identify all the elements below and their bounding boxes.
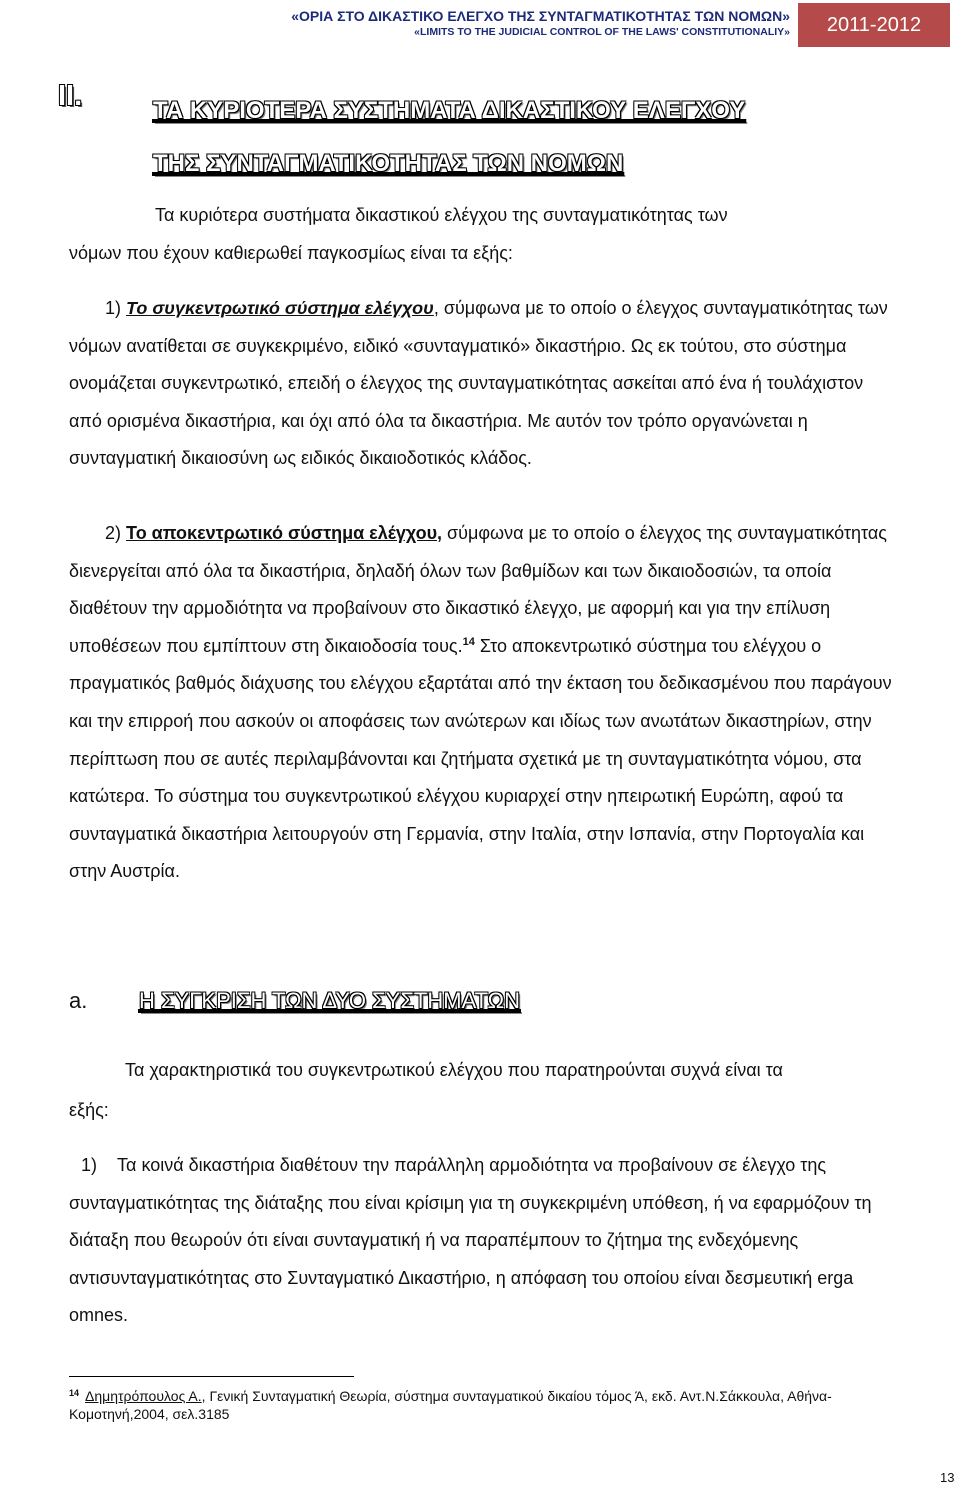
sub-intro-line2: εξής:: [69, 1099, 109, 1120]
footnote-text: , Γενική Συνταγματική Θεωρία, σύστημα συνταγματικού δικαίου τόμος Ά, εκδ. Αντ.Ν.Σάκκουλα, Αθήνα-Κομοτηνή,2004, σελ.3185: [69, 1388, 832, 1422]
section-title: [153, 84, 913, 190]
page-number: 13: [940, 1470, 955, 1485]
sub-item1-text: Τα κοινά δικαστήρια διαθέτουν την παράλληλη αρμοδιότητα να προβαίνουν σε έλεγχο της συνταγματικότητας της διάταξης που είναι κρίσιμη για τη συγκεκριμένη υπόθεση, ή να εφαρμόζουν τη διάταξη που θεωρούν ότι είναι συνταγματική ή να παραπέμπουν το ζήτημα της ενδεχόμενης αντισυνταγματικότητας στο Συνταγματικό Δικαστήριο, η απόφαση του οποίου είναι δεσμευτική erga omnes.: [69, 1155, 872, 1326]
footnote-ref-14[interactable]: 14: [462, 635, 475, 648]
header-title-greek: «ΟΡΙΑ ΣΤΟ ΔΙΚΑΣΤΙΚΟ ΕΛΕΓΧΟ ΤΗΣ ΣΥΝΤΑΓΜΑΤΙΚΟΤΗΤΑΣ ΤΩΝ ΝΟΜΩΝ»: [291, 8, 790, 24]
item2-paragraph: [69, 515, 899, 891]
item2-text-before: σύμφωνα με το οποίο ο έλεγχος της συνταγματικότητας διενεργείται από όλα τα δικαστήρια, δηλαδή όλων των βαθμίδων και των δικαιοδοσιών, τα οποία διαθέτουν την αρμοδιότητα να προβαίνουν στο δικαστικό έλεγχο, με αφορμή και για την επίλυση υποθέσεων που εμπίπτουν στη δικαιοδοσία τους.: [69, 523, 887, 656]
item1-term: Το συγκεντρωτικό σύστημα ελέγχου: [126, 298, 434, 318]
intro-line2: νόμων που έχουν καθιερωθεί παγκοσμίως είναι τα εξής:: [69, 242, 513, 263]
item2-text-after: Στο αποκεντρωτικό σύστημα του ελέγχου ο πραγματικός βαθμός διάχυσης του ελέγχου εξαρτάται από την έκταση του δεδικασμένου που παράγουν και την επιρροή που ασκούν οι αποφάσεις των ανώτερων και ιδίως των ανωτάτων δικαστηρίων, στην περίπτωση που σε αυτές περιλαμβάνονται και ζητήματα σχετικά με τη συνταγματικότητα νόμου, στα κατώτερα. Το σύστημα του συγκεντρωτικού ελέγχου κυριαρχεί στην ηπειρωτική Ευρώπη, αφού τα συνταγματικά δικαστήρια λειτουργούν στη Γερμανία, στην Ιταλία, στην Ισπανία, στην Πορτογαλία και στην Αυστρία.: [69, 635, 892, 882]
header-title-english: «LIMITS TO THE JUDICIAL CONTROL OF THE LAWS' CONSTITUTIONALIY»: [414, 26, 790, 38]
item1-number: 1): [105, 298, 122, 318]
sub-item1-paragraph: [69, 1147, 899, 1335]
footnote-14: [69, 1384, 909, 1423]
item2-term: Το αποκεντρωτικό σύστημα ελέγχου,: [126, 523, 443, 543]
header-year-badge: 2011-2012: [798, 3, 950, 47]
subsection-letter: a.: [69, 988, 88, 1013]
item1-paragraph: [69, 290, 899, 478]
footnote-author: Δημητρόπουλος Α.: [85, 1388, 202, 1404]
item1-text: , σύμφωνα με το οποίο ο έλεγχος συνταγματικότητας των νόμων ανατίθεται σε συγκεκριμένο, ειδικό «συνταγματικό» δικαστήριο. Ως εκ τούτου, στο σύστημα ονομάζεται συγκεντρωτικό, επειδή ο έλεγχος της συνταγματικότητας ασκείται από ένα ή τουλάχιστον από ορισμένα δικαστήρια, και όχι από όλα τα δικαστήρια. Με αυτόν τον τρόπο οργανώνεται η συνταγματική δικαιοσύνη ως ειδικός δικαιοδοτικός κλάδος.: [69, 298, 888, 469]
sub-intro-paragraph: [69, 1052, 899, 1129]
page-header: [0, 0, 960, 50]
intro-paragraph: [69, 197, 899, 272]
section-title-line2: ΤΗΣ ΣΥΝΤΑΓΜΑΤΙΚΟΤΗΤΑΣ ΤΩΝ ΝΟΜΩΝ: [153, 150, 624, 177]
section-number: II.: [58, 80, 83, 112]
footnote-mark: 14: [69, 1388, 80, 1398]
intro-line1: Τα κυριότερα συστήματα δικαστικού ελέγχου της συνταγματικότητας των: [155, 205, 728, 225]
sub-item1-number: 1): [81, 1155, 98, 1175]
subsection-title: Η ΣΥΓΚΡΙΣΗ ΤΩΝ ΔΥΟ ΣΥΣΤΗΜΑΤΩΝ: [139, 988, 520, 1013]
footnote-separator: [69, 1376, 354, 1377]
item2-number: 2): [105, 523, 122, 543]
sub-intro-line1: Τα χαρακτηριστικά του συγκεντρωτικού ελέγχου που παρατηρούνται συχνά είναι τα: [125, 1060, 783, 1080]
section-title-line1: ΤΑ ΚΥΡΙΟΤΕΡΑ ΣΥΣΤΗΜΑΤΑ ΔΙΚΑΣΤΙΚΟΥ ΕΛΕΓΧΟΥ: [153, 97, 746, 124]
